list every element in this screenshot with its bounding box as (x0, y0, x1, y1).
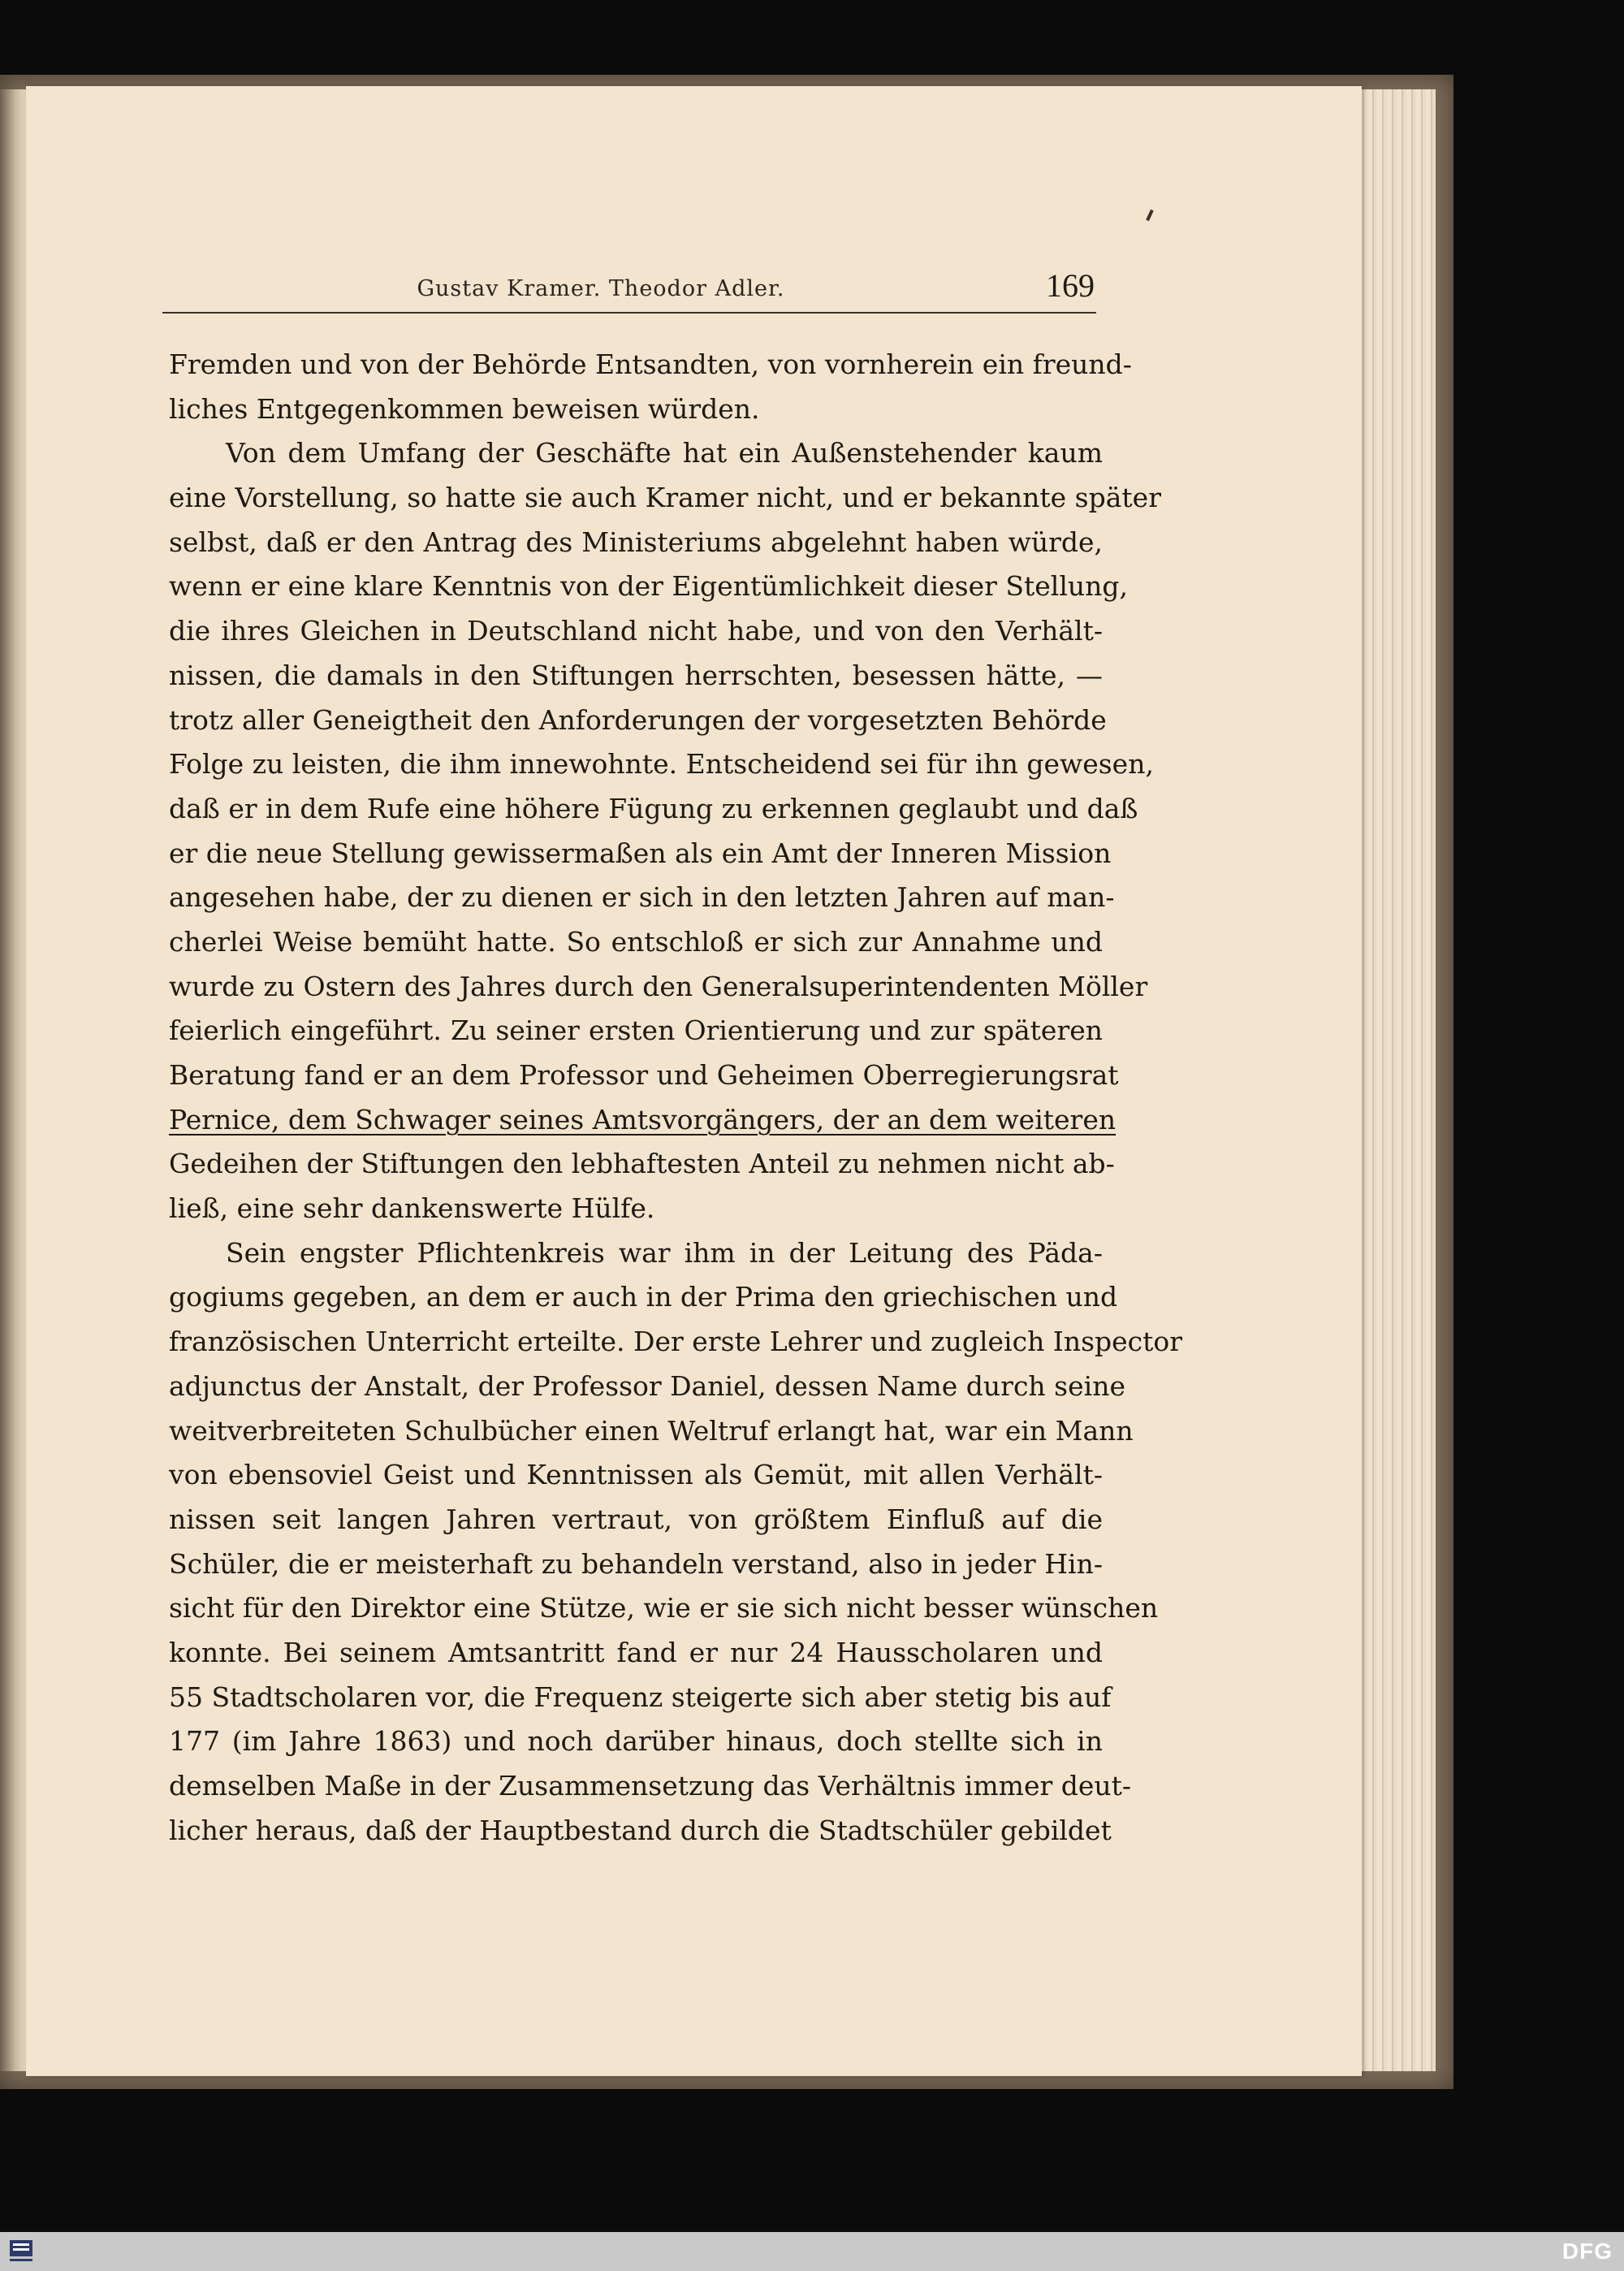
running-head (162, 266, 1096, 312)
text-line: Schüler, die er meisterhaft zu behandeln verstand, also in jeder Hin- (169, 1547, 1103, 1580)
text-line: sicht für den Direktor eine Stütze, wie er sie sich nicht besser wünschen (169, 1592, 1159, 1624)
text-line: nissen, die damals in den Stiftungen herrschten, besessen hätte, — (169, 659, 1103, 691)
text-line: die ihres Gleichen in Deutschland nicht habe, und von den Verhält- (169, 615, 1103, 647)
text-line: eine Vorstellung, so hatte sie auch Kramer nicht, und er bekannte später (169, 482, 1161, 514)
text-line: 177 (im Jahre 1863) und noch darüber hinaus, doch stellte sich in (169, 1725, 1103, 1758)
text-line: Beratung fand er an dem Professor und Geheimen Oberregierungsrat (169, 1059, 1119, 1091)
running-head-title: Gustav Kramer. Theodor Adler. (417, 276, 785, 301)
page-number: 169 (1046, 267, 1095, 304)
text-line: daß er in dem Rufe eine höhere Fügung zu erkennen geglaubt und daß (169, 792, 1138, 824)
text-line: Folge zu leisten, die ihm innewohnte. Entscheidend sei für ihn gewesen, (169, 748, 1154, 781)
text-line: weitverbreiteten Schulbücher einen Weltruf erlangt hat, war ein Mann (169, 1414, 1134, 1447)
book-gutter (0, 89, 26, 2071)
text-line: er die neue Stellung gewissermaßen als ein Amt der Inneren Mission (169, 837, 1112, 869)
text-line: wenn er eine klare Kenntnis von der Eigentümlichkeit dieser Stellung, (169, 570, 1129, 603)
text-line: ließ, eine sehr dankenswerte Hülfe. (169, 1192, 655, 1225)
text-line: licher heraus, daß der Hauptbestand durch die Stadtschüler gebildet (169, 1814, 1112, 1846)
viewer-footer-bar (0, 2232, 1624, 2271)
text-line: angesehen habe, der zu dienen er sich in den letzten Jahren auf man- (169, 881, 1115, 914)
text-line: Fremden und von der Behörde Entsandten, von vornherein ein freund- (169, 348, 1132, 380)
text-line: selbst, daß er den Antrag des Ministeriums abgelehnt haben würde, (169, 526, 1103, 558)
library-logo-icon (5, 2235, 37, 2268)
text-line: Gedeihen der Stiftungen den lebhaftesten Anteil zu nehmen nicht ab- (169, 1148, 1115, 1180)
text-line: feierlich eingeführt. Zu seiner ersten Orientierung und zur späteren (169, 1014, 1103, 1047)
text-line: französischen Unterricht erteilte. Der erste Lehrer und zugleich Inspector (169, 1326, 1183, 1358)
text-line: konnte. Bei seinem Amtsantritt fand er nur 24 Hausscholaren und (169, 1636, 1103, 1668)
text-line: adjunctus der Anstalt, der Professor Daniel, dessen Name durch seine (169, 1369, 1125, 1402)
text-line: trotz aller Geneigtheit den Anforderungen der vorgesetzten Behörde (169, 703, 1107, 736)
text-line: Sein engster Pflichtenkreis war ihm in der Leitung des Päda- (226, 1236, 1103, 1269)
text-line: liches Entgegenkommen beweisen würden. (169, 392, 760, 425)
text-line: 55 Stadtscholaren vor, die Frequenz steigerte sich aber stetig bis auf (169, 1681, 1112, 1713)
text-line: Pernice, dem Schwager seines Amtsvorgängers, der an dem weiteren (169, 1103, 1116, 1136)
body-text (169, 343, 1183, 1853)
text-line: cherlei Weise bemüht hatte. So entschloß er sich zur Annahme und (169, 925, 1103, 958)
header-rule (162, 312, 1096, 314)
text-line: von ebensoviel Geist und Kenntnissen als Gemüt, mit allen Verhält- (169, 1459, 1103, 1491)
text-line: nissen seit langen Jahren vertraut, von größtem Einfluß auf die (169, 1503, 1103, 1535)
text-line: Von dem Umfang der Geschäfte hat ein Außenstehender kaum (226, 437, 1103, 469)
text-line: wurde zu Ostern des Jahres durch den Generalsuperintendenten Möller (169, 970, 1148, 1002)
dfg-logo[interactable]: DFG (1561, 2239, 1613, 2264)
text-line: demselben Maße in der Zusammensetzung das Verhältnis immer deut- (169, 1770, 1132, 1802)
text-line: gogiums gegeben, an dem er auch in der Prima den griechischen und (169, 1281, 1118, 1313)
